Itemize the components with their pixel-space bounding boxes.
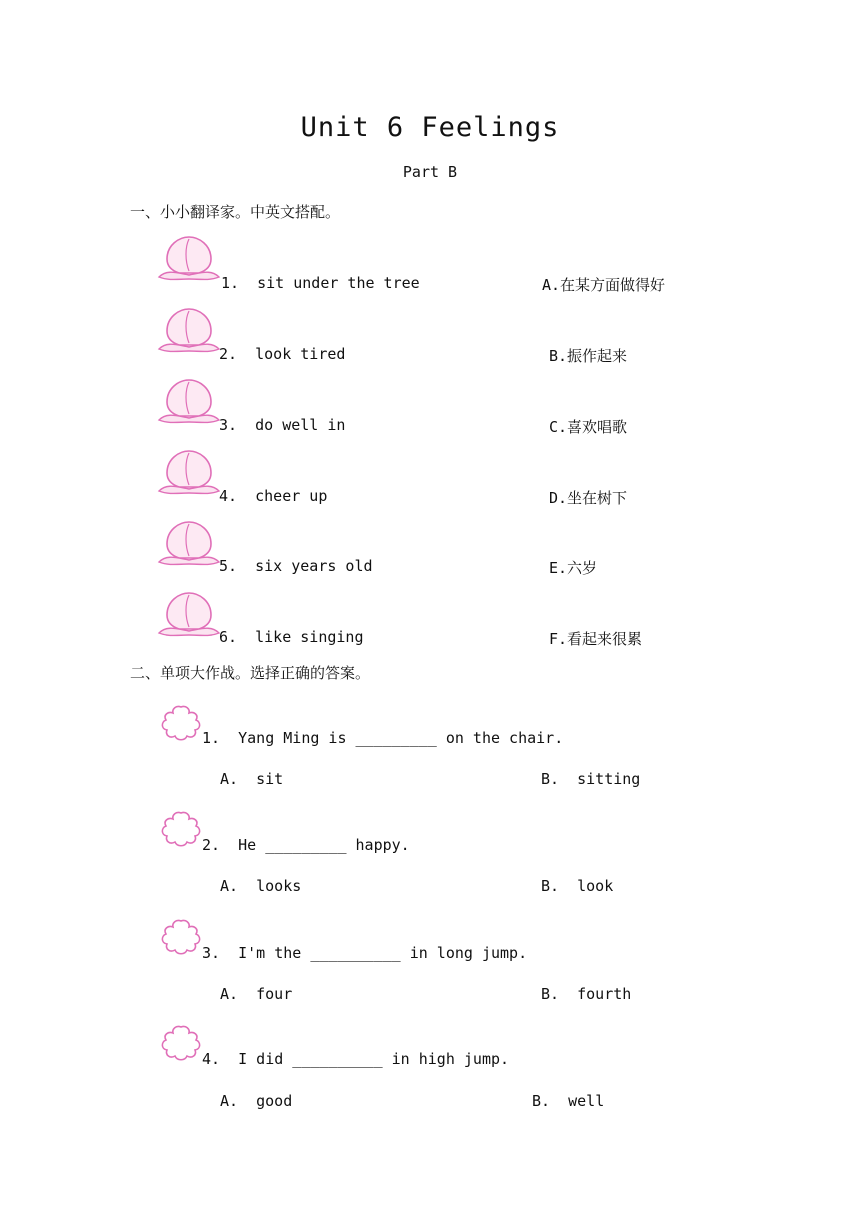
question-text: 4. I did __________ in high jump. (202, 1050, 510, 1068)
option-b: B. sitting (541, 770, 641, 788)
option-a: A. four (220, 985, 293, 1003)
page-subtitle: Part B (402, 163, 458, 181)
match-item-left: 6. like singing (219, 628, 364, 646)
match-item-left: 5. six years old (219, 557, 373, 575)
match-item-right: A.在某方面做得好 (542, 276, 666, 294)
option-b: B. fourth (541, 985, 632, 1003)
peach-icon (157, 589, 221, 641)
match-item-left: 3. do well in (219, 416, 346, 434)
option-b: B. look (541, 877, 614, 895)
match-item-left: 4. cheer up (219, 487, 328, 505)
peach-icon (157, 233, 221, 285)
match-item-right: D.坐在树下 (549, 489, 628, 507)
question-text: 1. Yang Ming is _________ on the chair. (202, 729, 564, 747)
match-item-right: E.六岁 (549, 559, 598, 577)
peach-icon (157, 447, 221, 499)
option-a: A. good (220, 1092, 293, 1110)
match-item-right: C.喜欢唱歌 (549, 418, 628, 436)
match-item-right: F.看起来很累 (549, 630, 643, 648)
section1-heading: 一、小小翻译家。中英文搭配。 (130, 203, 341, 221)
match-item-right: B.振作起来 (549, 347, 628, 365)
flower-icon (158, 1023, 204, 1063)
option-a: A. sit (220, 770, 284, 788)
flower-icon (158, 809, 204, 849)
question-text: 3. I'm the __________ in long jump. (202, 944, 528, 962)
option-b: B. well (532, 1092, 605, 1110)
option-a: A. looks (220, 877, 302, 895)
question-text: 2. He _________ happy. (202, 836, 410, 854)
page-title: Unit 6 Feelings (300, 112, 560, 143)
match-item-left: 1. sit under the tree (221, 274, 420, 292)
match-item-left: 2. look tired (219, 345, 346, 363)
peach-icon (157, 518, 221, 570)
peach-icon (157, 376, 221, 428)
flower-icon (158, 917, 204, 957)
flower-icon (158, 703, 204, 743)
section2-heading: 二、单项大作战。选择正确的答案。 (130, 664, 371, 682)
peach-icon (157, 305, 221, 357)
